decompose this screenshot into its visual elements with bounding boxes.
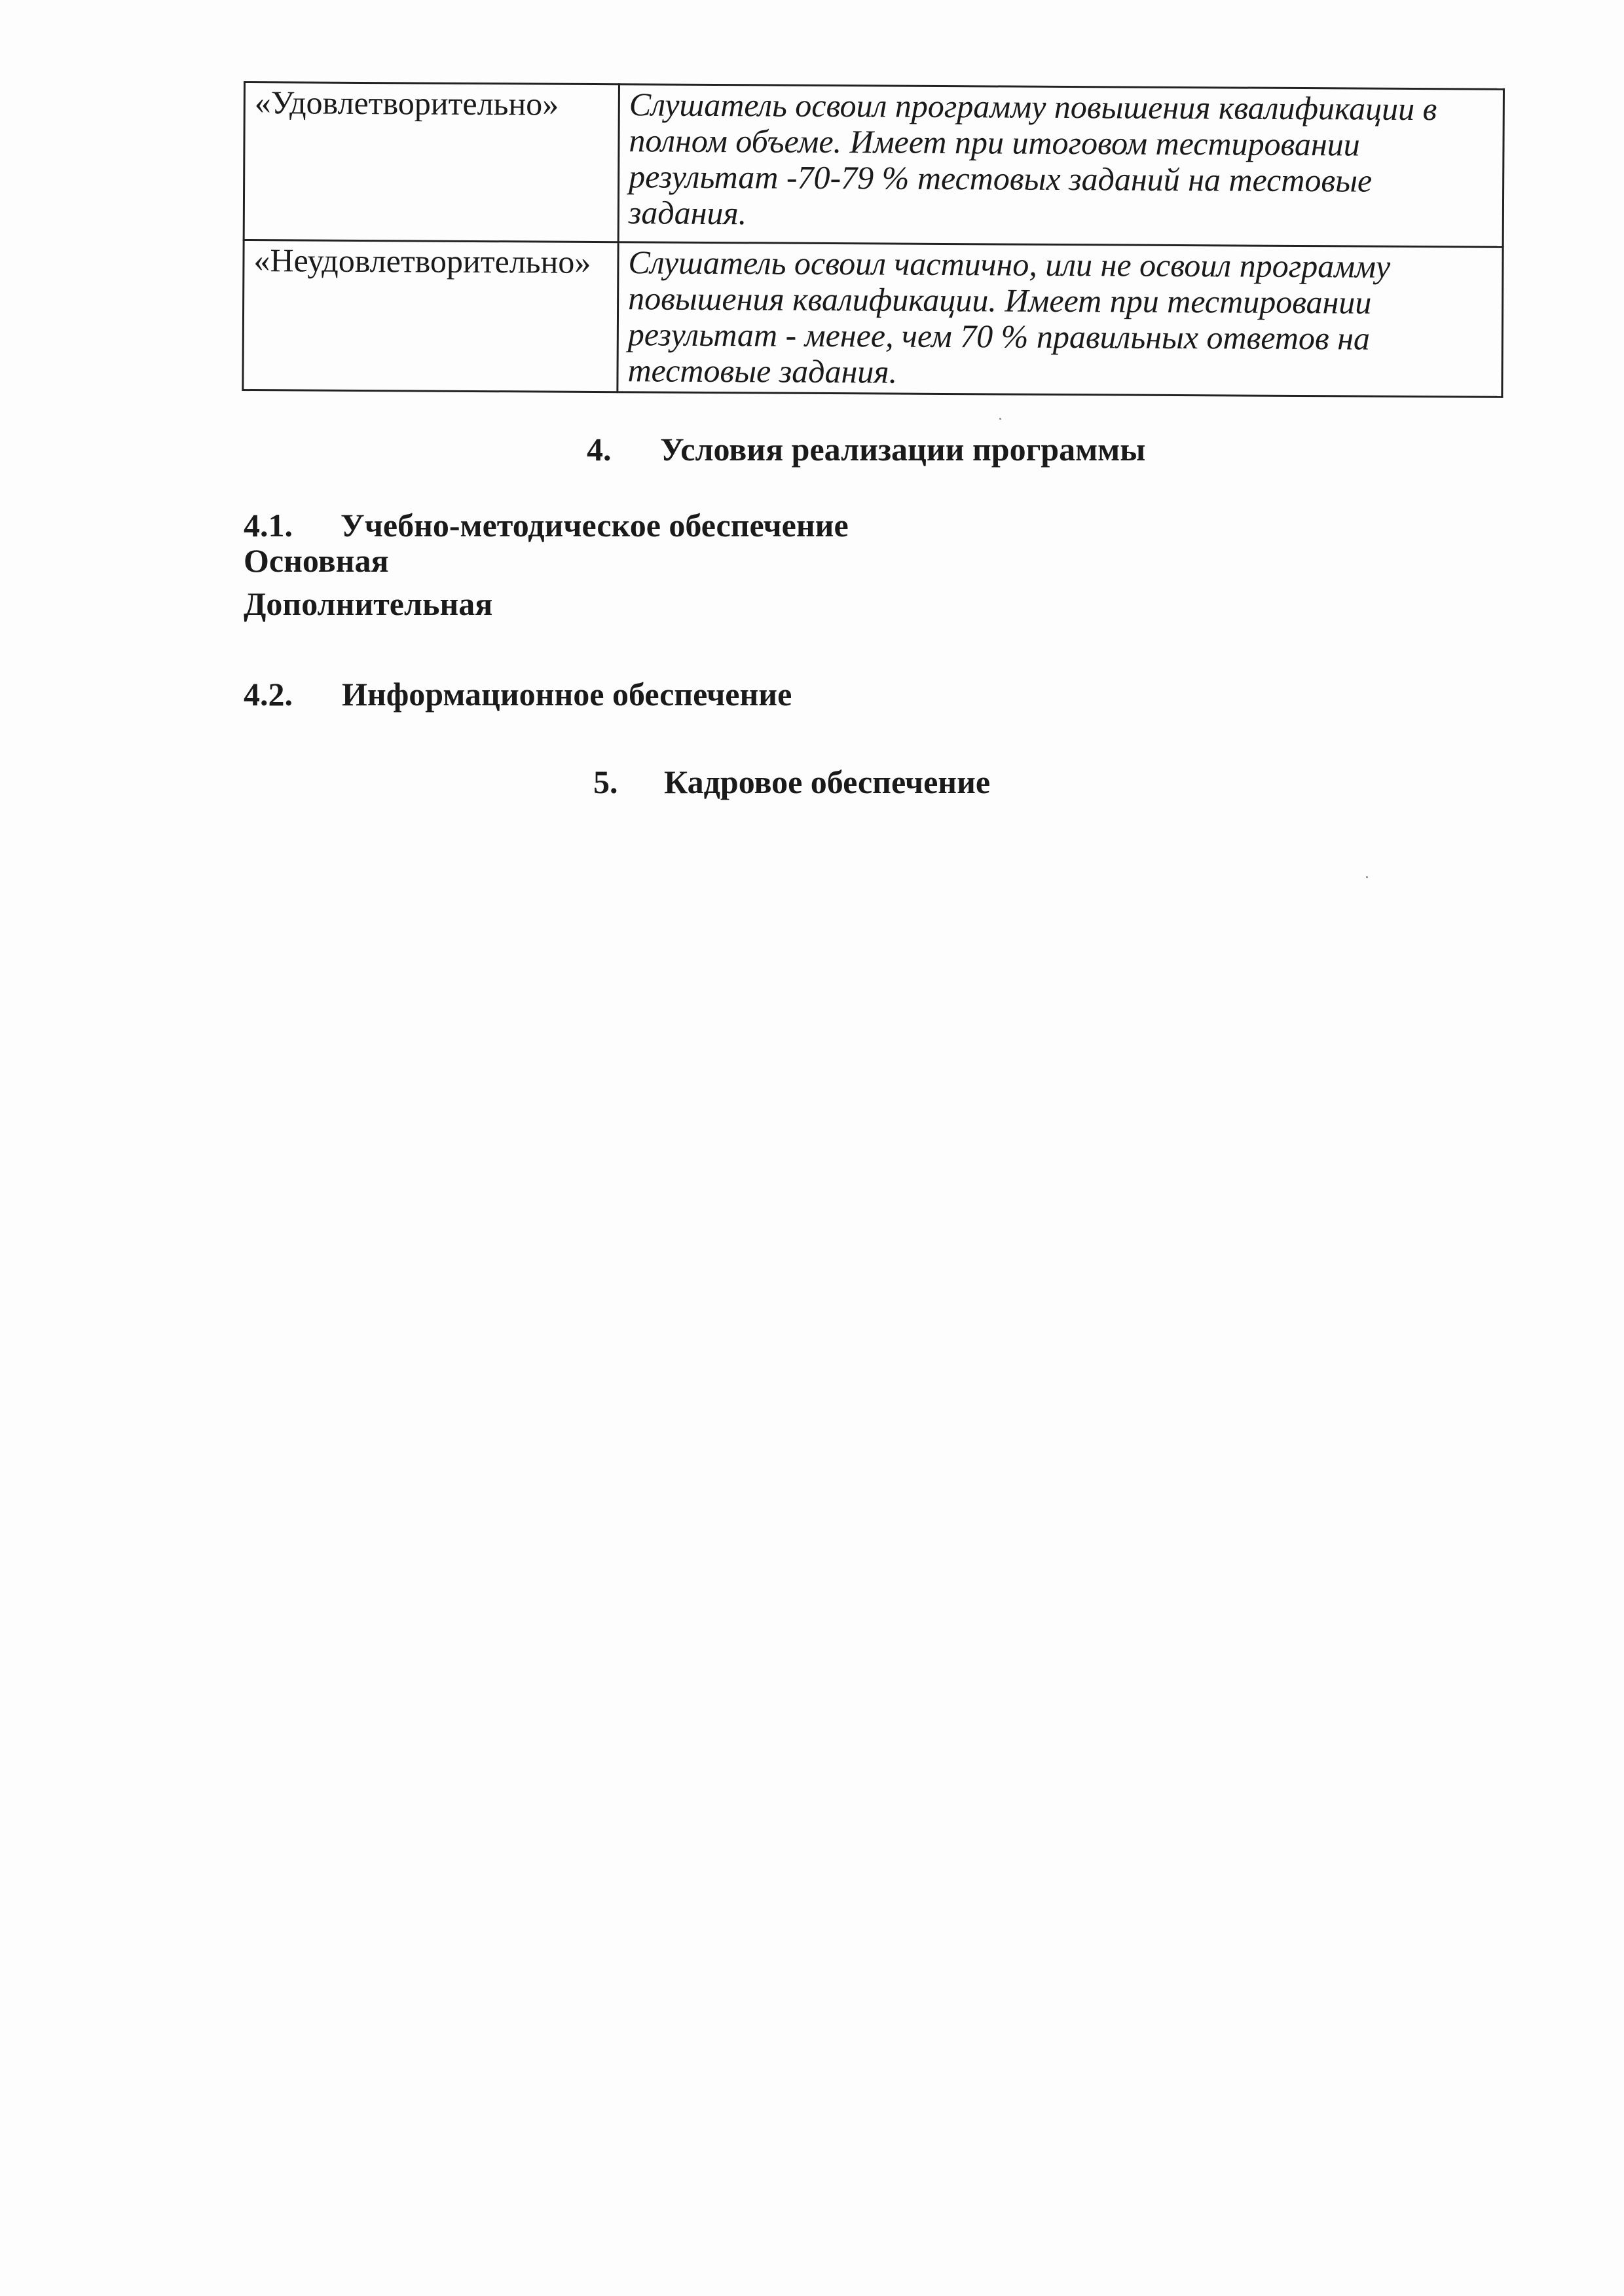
section-5-heading bbox=[593, 764, 990, 800]
grade-description-cell: Слушатель освоил частично, или не освоил программу повышения квалификации. Имеет при тестировании результат - менее, чем 70 % правильных ответов на тестовые задания. bbox=[618, 242, 1503, 398]
scan-speck bbox=[1366, 876, 1368, 878]
section-title: Условия реализации программы bbox=[660, 431, 1146, 468]
section-title: Кадровое обеспечение bbox=[664, 764, 991, 800]
section-number: 5. bbox=[593, 764, 618, 800]
section-number: 4.1. bbox=[244, 507, 293, 544]
list-item-main: Основная bbox=[244, 542, 389, 579]
grade-cell: «Неудовлетворительно» bbox=[243, 240, 618, 392]
section-title: Информационное обеспечение bbox=[342, 676, 792, 713]
scan-speck bbox=[999, 418, 1001, 420]
grade-description-cell: Слушатель освоил программу повышения квалификации в полном объеме. Имеет при итоговом тестировании результат -70-79 % тестовых заданий на тестовые задания. bbox=[618, 84, 1504, 248]
section-4-2-heading bbox=[244, 676, 792, 713]
list-item-additional: Дополнительная bbox=[244, 585, 493, 622]
section-4-1-heading bbox=[244, 507, 849, 544]
table-row bbox=[244, 83, 1504, 248]
table-row bbox=[243, 240, 1503, 398]
section-number: 4. bbox=[587, 431, 612, 468]
grade-cell: «Удовлетворительно» bbox=[244, 83, 619, 242]
section-title: Учебно-методическое обеспечение bbox=[341, 507, 849, 544]
section-number: 4.2. bbox=[244, 676, 293, 713]
section-4-heading bbox=[587, 431, 1145, 468]
grading-table bbox=[242, 81, 1505, 398]
